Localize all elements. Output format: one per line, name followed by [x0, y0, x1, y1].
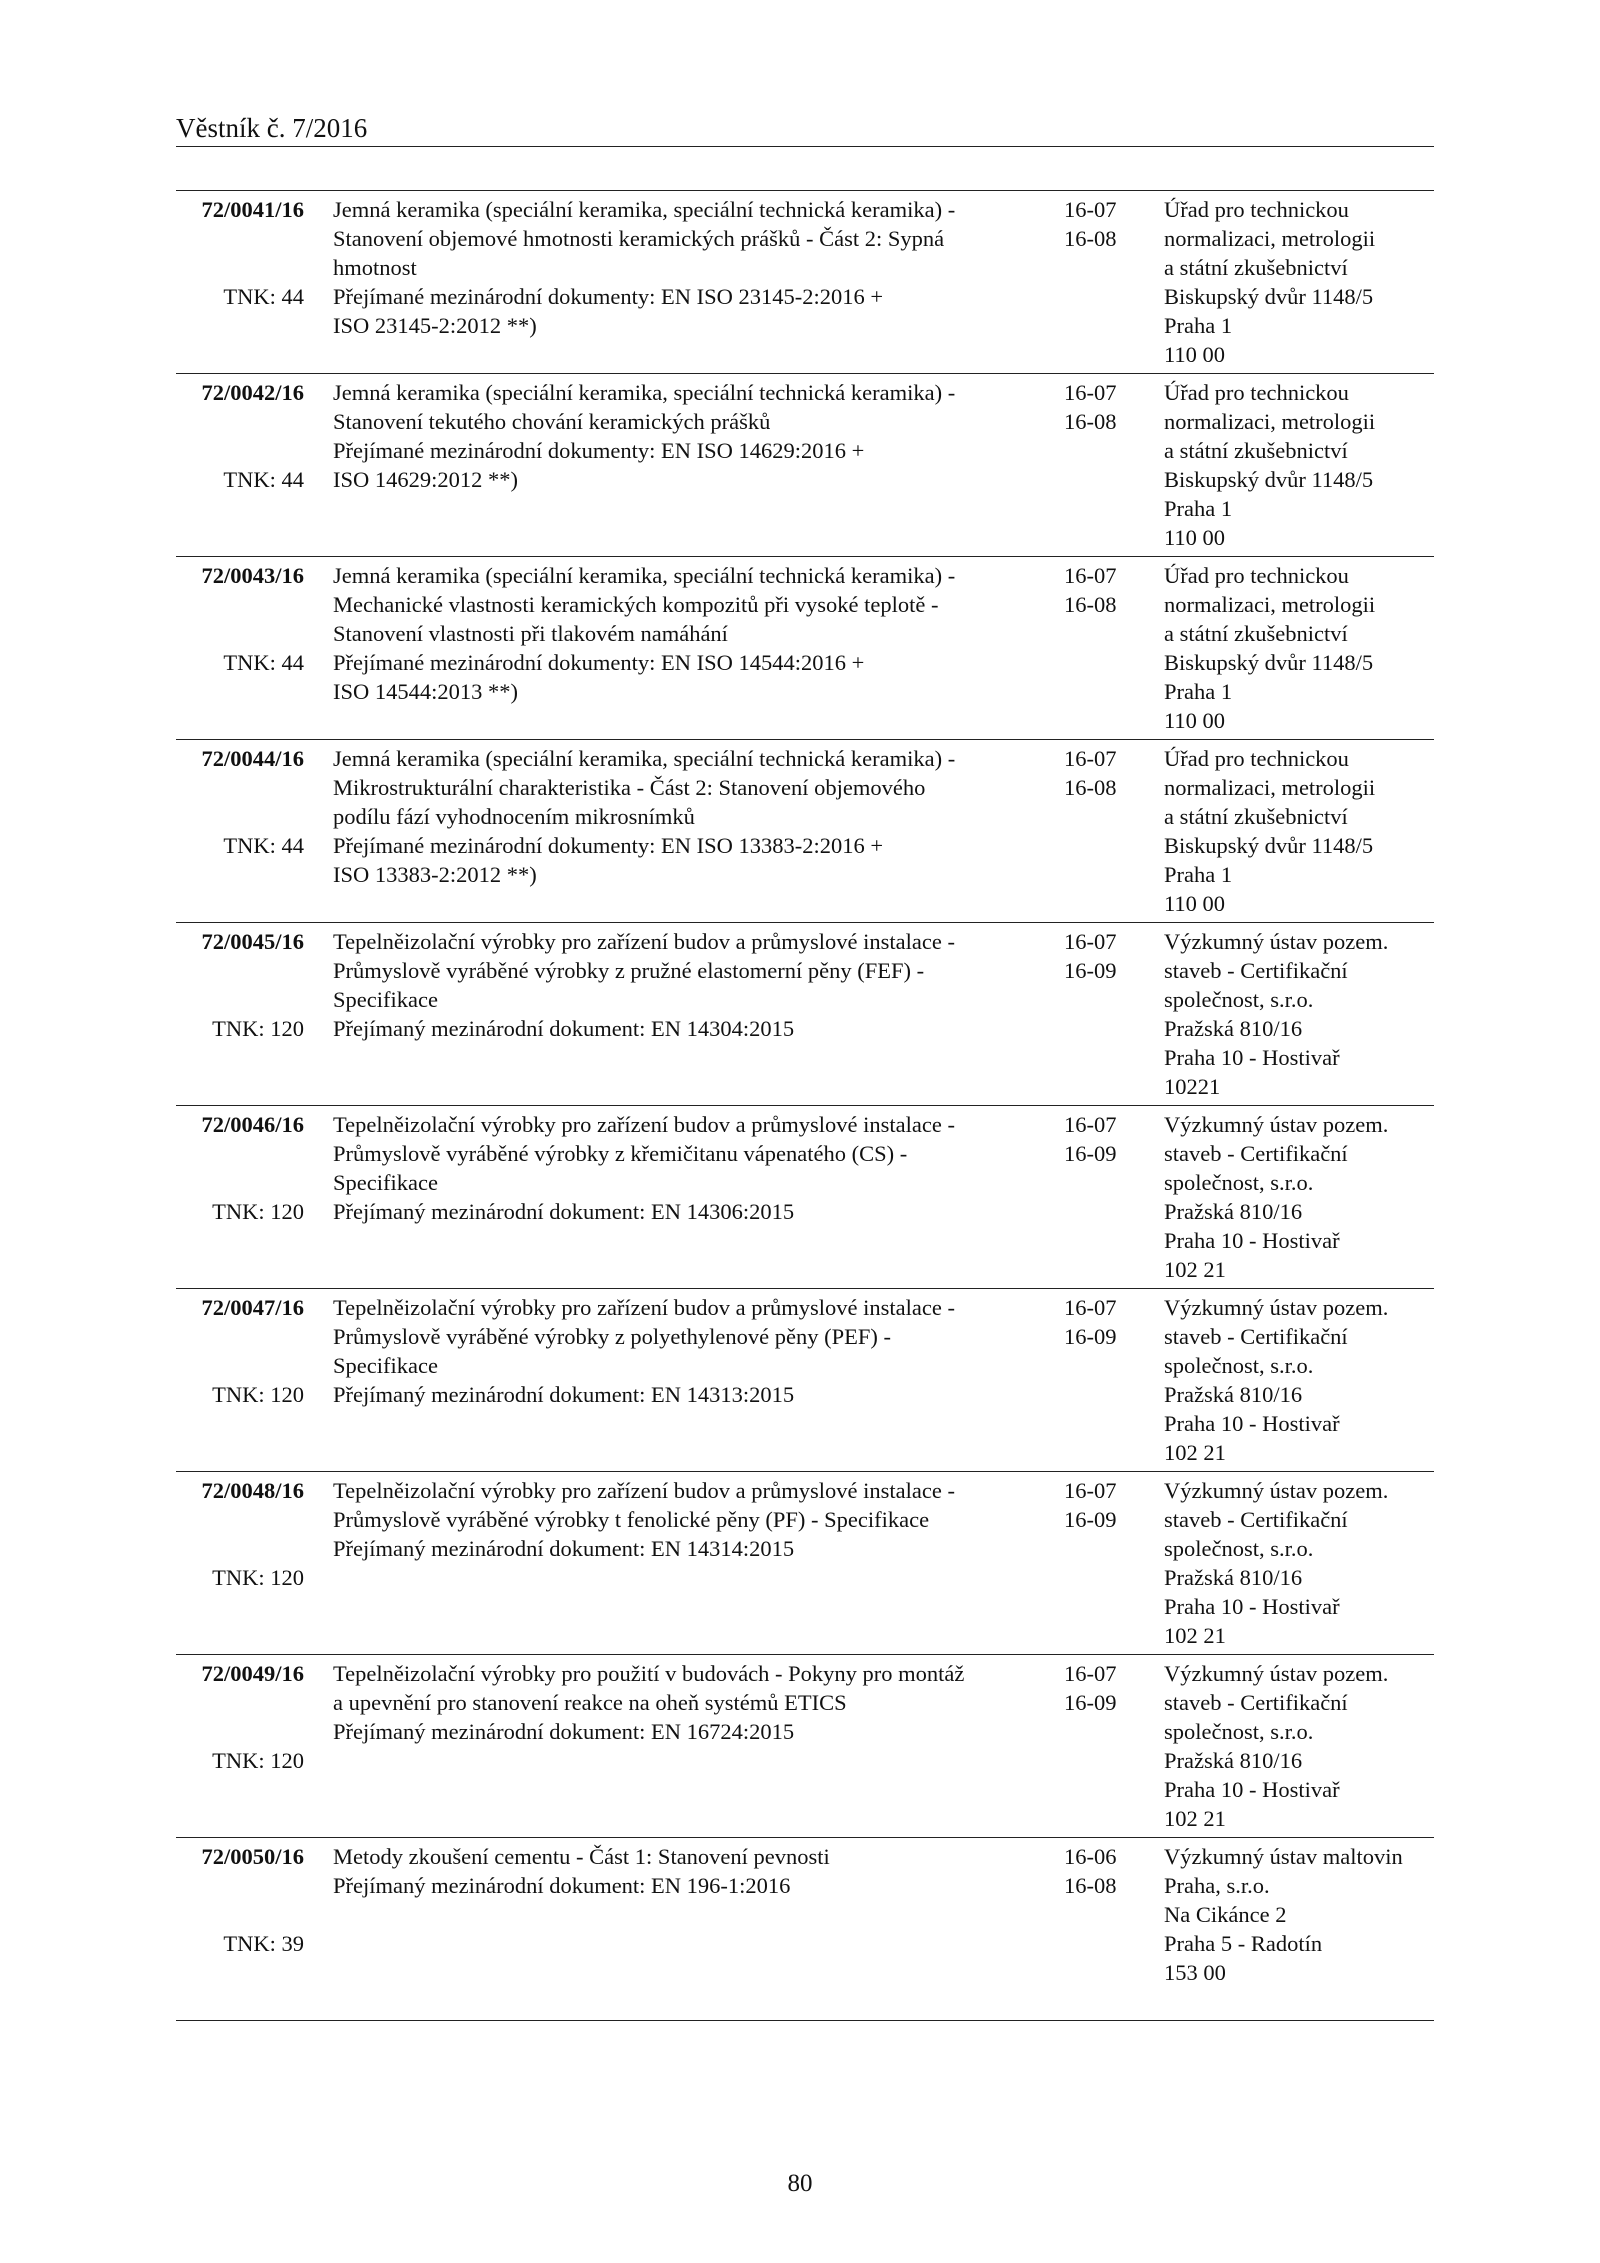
organization-line: normalizaci, metrologii	[1164, 226, 1376, 251]
table-row	[176, 1105, 1434, 1288]
organization-line: 110 00	[1164, 891, 1226, 916]
entry-description-cell	[333, 378, 1033, 523]
organization-line: staveb - Certifikační	[1164, 958, 1348, 983]
table-row	[176, 373, 1434, 556]
organization-line: a státní zkušebnictví	[1164, 255, 1348, 280]
description-line: Jemná keramika (speciální keramika, speciální technická keramika) -	[333, 746, 956, 771]
description-line: Přejímané mezinárodní dokumenty: EN ISO 23145-2:2016 +	[333, 284, 884, 309]
date-code: 16-07	[1064, 746, 1117, 771]
date-code: 16-09	[1064, 958, 1117, 983]
organization-line: Výzkumný ústav pozem.	[1164, 1478, 1389, 1503]
description-line: ISO 14629:2012 **)	[333, 467, 518, 492]
organization-line: 153 00	[1164, 1960, 1226, 1985]
header-divider	[176, 146, 1434, 147]
entry-number: 72/0048/16	[201, 1478, 304, 1503]
entry-organization-cell	[1164, 195, 1434, 369]
entry-dates-cell	[1064, 927, 1134, 985]
description-line: Mikrostrukturální charakteristika - Část 2: Stanovení objemového	[333, 775, 926, 800]
table-row	[176, 1837, 1434, 2021]
date-code: 16-06	[1064, 1844, 1117, 1869]
entry-id-cell	[176, 378, 304, 492]
description-line: ISO 13383-2:2012 **)	[333, 862, 537, 887]
organization-line: Pražská 810/16	[1164, 1748, 1303, 1773]
entry-tnk: TNK: 44	[223, 833, 304, 858]
date-code: 16-07	[1064, 1478, 1117, 1503]
organization-line: Praha, s.r.o.	[1164, 1873, 1270, 1898]
entry-organization-cell	[1164, 1293, 1434, 1467]
entry-organization-cell	[1164, 744, 1434, 918]
description-line: Přejímané mezinárodní dokumenty: EN ISO 14629:2016 +	[333, 438, 865, 463]
entry-tnk: TNK: 120	[212, 1565, 304, 1590]
entry-dates-cell	[1064, 378, 1134, 436]
organization-line: staveb - Certifikační	[1164, 1690, 1348, 1715]
description-line: Tepelněizolační výrobky pro zařízení budov a průmyslové instalace -	[333, 1112, 955, 1137]
description-line: Stanovení objemové hmotnosti keramických prášků - Část 2: Sypná	[333, 226, 945, 251]
date-code: 16-08	[1064, 409, 1117, 434]
entry-number: 72/0042/16	[201, 380, 304, 405]
table-row	[176, 1288, 1434, 1471]
description-line: a upevnění pro stanovení reakce na oheň systémů ETICS	[333, 1690, 847, 1715]
description-line	[333, 1043, 1033, 1072]
organization-line: 102 21	[1164, 1440, 1226, 1465]
date-code: 16-07	[1064, 563, 1117, 588]
organization-line: a státní zkušebnictví	[1164, 621, 1348, 646]
organization-line: společnost, s.r.o.	[1164, 1353, 1314, 1378]
entry-id-cell	[176, 1659, 304, 1773]
entry-dates-cell	[1064, 1293, 1134, 1351]
entry-id-cell	[176, 1842, 304, 1956]
organization-line: Praha 10 - Hostivař	[1164, 1777, 1340, 1802]
entry-description-cell	[333, 927, 1033, 1072]
table-row	[176, 556, 1434, 739]
description-line: Přejímané mezinárodní dokumenty: EN ISO 13383-2:2016 +	[333, 833, 884, 858]
entry-id-cell	[176, 1476, 304, 1590]
table-row	[176, 922, 1434, 1105]
organization-line: Praha 10 - Hostivař	[1164, 1045, 1340, 1070]
entry-dates-cell	[1064, 1476, 1134, 1534]
description-line	[333, 1958, 1033, 1987]
entry-tnk: TNK: 44	[223, 650, 304, 675]
date-code: 16-07	[1064, 1295, 1117, 1320]
organization-line: Výzkumný ústav pozem.	[1164, 1661, 1389, 1686]
organization-line: Úřad pro technickou	[1164, 197, 1349, 222]
organization-line: 110 00	[1164, 342, 1226, 367]
organization-line: Pražská 810/16	[1164, 1016, 1303, 1041]
entry-description-cell	[333, 1842, 1033, 1987]
description-line: Průmyslově vyráběné výrobky z pružné elastomerní pěny (FEF) -	[333, 958, 925, 983]
organization-line: staveb - Certifikační	[1164, 1324, 1348, 1349]
entry-id-cell	[176, 744, 304, 858]
entry-number: 72/0043/16	[201, 563, 304, 588]
organization-line: Praha 1	[1164, 679, 1233, 704]
organization-line: Praha 1	[1164, 313, 1233, 338]
description-line: Přejímaný mezinárodní dokument: EN 16724:2015	[333, 1719, 795, 1744]
organization-line: 110 00	[1164, 708, 1226, 733]
organization-line: 102 21	[1164, 1257, 1226, 1282]
entry-number: 72/0047/16	[201, 1295, 304, 1320]
description-line: ISO 14544:2013 **)	[333, 679, 518, 704]
table-row	[176, 739, 1434, 922]
entry-description-cell	[333, 1110, 1033, 1255]
entry-tnk: TNK: 120	[212, 1016, 304, 1041]
description-line: Přejímaný mezinárodní dokument: EN 14304:2015	[333, 1016, 795, 1041]
entry-number: 72/0041/16	[201, 197, 304, 222]
description-line	[333, 1226, 1033, 1255]
description-line: Přejímaný mezinárodní dokument: EN 14314:2015	[333, 1536, 795, 1561]
entry-number: 72/0050/16	[201, 1844, 304, 1869]
organization-line: staveb - Certifikační	[1164, 1507, 1348, 1532]
entry-tnk: TNK: 44	[223, 467, 304, 492]
description-line: Přejímané mezinárodní dokumenty: EN ISO 14544:2016 +	[333, 650, 865, 675]
table-row	[176, 190, 1434, 373]
entry-description-cell	[333, 1659, 1033, 1804]
entry-dates-cell	[1064, 561, 1134, 619]
description-line	[333, 1775, 1033, 1804]
description-line: Tepelněizolační výrobky pro použití v budovách - Pokyny pro montáž	[333, 1661, 965, 1686]
organization-line: a státní zkušebnictví	[1164, 438, 1348, 463]
organization-line: Úřad pro technickou	[1164, 746, 1349, 771]
page-number: 80	[787, 2170, 813, 2197]
standards-table	[176, 190, 1434, 2021]
entry-tnk: TNK: 39	[223, 1931, 304, 1956]
description-line	[333, 1929, 1033, 1958]
page-header-title: Věstník č. 7/2016	[176, 113, 368, 143]
description-line: Průmyslově vyráběné výrobky t fenolické pěny (PF) - Specifikace	[333, 1507, 930, 1532]
description-line	[333, 1592, 1033, 1621]
description-line	[333, 1900, 1033, 1929]
organization-line: 102 21	[1164, 1623, 1226, 1648]
entry-id-cell	[176, 927, 304, 1041]
date-code: 16-08	[1064, 592, 1117, 617]
description-line: Metody zkoušení cementu - Část 1: Stanovení pevnosti	[333, 1844, 830, 1869]
entry-organization-cell	[1164, 1842, 1434, 1987]
date-code: 16-07	[1064, 197, 1117, 222]
entry-tnk: TNK: 120	[212, 1199, 304, 1224]
entry-number: 72/0045/16	[201, 929, 304, 954]
entry-dates-cell	[1064, 1842, 1134, 1900]
organization-line: Biskupský dvůr 1148/5	[1164, 467, 1374, 492]
organization-line: Pražská 810/16	[1164, 1565, 1303, 1590]
table-row	[176, 1654, 1434, 1837]
description-line: Stanovení vlastnosti při tlakovém namáhání	[333, 621, 728, 646]
organization-line: Biskupský dvůr 1148/5	[1164, 833, 1374, 858]
organization-line: Výzkumný ústav pozem.	[1164, 929, 1389, 954]
organization-line: Výzkumný ústav maltovin	[1164, 1844, 1403, 1869]
description-line: Jemná keramika (speciální keramika, speciální technická keramika) -	[333, 197, 956, 222]
organization-line: 102 21	[1164, 1806, 1226, 1831]
organization-line: Biskupský dvůr 1148/5	[1164, 650, 1374, 675]
organization-line: společnost, s.r.o.	[1164, 987, 1314, 1012]
description-line: Specifikace	[333, 1353, 438, 1378]
organization-line: 10221	[1164, 1074, 1221, 1099]
description-line: Tepelněizolační výrobky pro zařízení budov a průmyslové instalace -	[333, 929, 955, 954]
organization-line: Na Cikánce 2	[1164, 1902, 1287, 1927]
organization-line: Úřad pro technickou	[1164, 380, 1349, 405]
entry-tnk: TNK: 120	[212, 1382, 304, 1407]
date-code: 16-07	[1064, 380, 1117, 405]
description-line: Průmyslově vyráběné výrobky z polyethylenové pěny (PEF) -	[333, 1324, 892, 1349]
description-line: Průmyslově vyráběné výrobky z křemičitanu vápenatého (CS) -	[333, 1141, 908, 1166]
entry-description-cell	[333, 195, 1033, 340]
description-line	[333, 1746, 1033, 1775]
description-line: Přejímaný mezinárodní dokument: EN 196-1:2016	[333, 1873, 791, 1898]
description-line: ISO 23145-2:2012 **)	[333, 313, 537, 338]
organization-line: Výzkumný ústav pozem.	[1164, 1295, 1389, 1320]
description-line: podílu fází vyhodnocením mikrosnímků	[333, 804, 695, 829]
description-line: Specifikace	[333, 987, 438, 1012]
organization-line: a státní zkušebnictví	[1164, 804, 1348, 829]
organization-line: 110 00	[1164, 525, 1226, 550]
description-line	[333, 1409, 1033, 1438]
entry-description-cell	[333, 561, 1033, 706]
entry-id-cell	[176, 1293, 304, 1407]
entry-description-cell	[333, 744, 1033, 889]
description-line: Mechanické vlastnosti keramických kompozitů při vysoké teplotě -	[333, 592, 939, 617]
date-code: 16-08	[1064, 775, 1117, 800]
description-line: Tepelněizolační výrobky pro zařízení budov a průmyslové instalace -	[333, 1478, 955, 1503]
date-code: 16-09	[1064, 1141, 1117, 1166]
entry-dates-cell	[1064, 744, 1134, 802]
entry-tnk: TNK: 44	[223, 284, 304, 309]
entry-id-cell	[176, 195, 304, 309]
organization-line: normalizaci, metrologii	[1164, 775, 1376, 800]
organization-line: Pražská 810/16	[1164, 1382, 1303, 1407]
entry-tnk: TNK: 120	[212, 1748, 304, 1773]
organization-line: staveb - Certifikační	[1164, 1141, 1348, 1166]
entry-id-cell	[176, 561, 304, 675]
description-line: Přejímaný mezinárodní dokument: EN 14306:2015	[333, 1199, 795, 1224]
description-line: Přejímaný mezinárodní dokument: EN 14313:2015	[333, 1382, 795, 1407]
date-code: 16-09	[1064, 1507, 1117, 1532]
entry-organization-cell	[1164, 927, 1434, 1101]
organization-line: Praha 10 - Hostivař	[1164, 1411, 1340, 1436]
organization-line: Praha 10 - Hostivař	[1164, 1228, 1340, 1253]
entry-number: 72/0049/16	[201, 1661, 304, 1686]
description-line: Specifikace	[333, 1170, 438, 1195]
date-code: 16-08	[1064, 1873, 1117, 1898]
date-code: 16-09	[1064, 1324, 1117, 1349]
entry-id-cell	[176, 1110, 304, 1224]
organization-line: společnost, s.r.o.	[1164, 1719, 1314, 1744]
entry-organization-cell	[1164, 1476, 1434, 1650]
organization-line: Biskupský dvůr 1148/5	[1164, 284, 1374, 309]
organization-line: společnost, s.r.o.	[1164, 1170, 1314, 1195]
date-code: 16-07	[1064, 1661, 1117, 1686]
entry-dates-cell	[1064, 195, 1134, 253]
entry-number: 72/0044/16	[201, 746, 304, 771]
description-line: Jemná keramika (speciální keramika, speciální technická keramika) -	[333, 563, 956, 588]
entry-organization-cell	[1164, 1110, 1434, 1284]
date-code: 16-09	[1064, 1690, 1117, 1715]
entry-description-cell	[333, 1476, 1033, 1621]
organization-line: Pražská 810/16	[1164, 1199, 1303, 1224]
description-line	[333, 494, 1033, 523]
description-line: hmotnost	[333, 255, 417, 280]
organization-line: Praha 1	[1164, 496, 1233, 521]
date-code: 16-07	[1064, 1112, 1117, 1137]
entry-organization-cell	[1164, 1659, 1434, 1833]
entry-number: 72/0046/16	[201, 1112, 304, 1137]
date-code: 16-08	[1064, 226, 1117, 251]
table-row	[176, 1471, 1434, 1654]
organization-line: normalizaci, metrologii	[1164, 592, 1376, 617]
organization-line: Praha 1	[1164, 862, 1233, 887]
organization-line: Úřad pro technickou	[1164, 563, 1349, 588]
description-line: Jemná keramika (speciální keramika, speciální technická keramika) -	[333, 380, 956, 405]
organization-line: Praha 10 - Hostivař	[1164, 1594, 1340, 1619]
organization-line: společnost, s.r.o.	[1164, 1536, 1314, 1561]
entry-organization-cell	[1164, 378, 1434, 552]
entry-dates-cell	[1064, 1659, 1134, 1717]
description-line	[333, 1563, 1033, 1592]
entry-organization-cell	[1164, 561, 1434, 735]
entry-description-cell	[333, 1293, 1033, 1438]
description-line: Stanovení tekutého chování keramických prášků	[333, 409, 771, 434]
description-line: Tepelněizolační výrobky pro zařízení budov a průmyslové instalace -	[333, 1295, 955, 1320]
date-code: 16-07	[1064, 929, 1117, 954]
organization-line: Praha 5 - Radotín	[1164, 1931, 1323, 1956]
organization-line: Výzkumný ústav pozem.	[1164, 1112, 1389, 1137]
entry-dates-cell	[1064, 1110, 1134, 1168]
organization-line: normalizaci, metrologii	[1164, 409, 1376, 434]
